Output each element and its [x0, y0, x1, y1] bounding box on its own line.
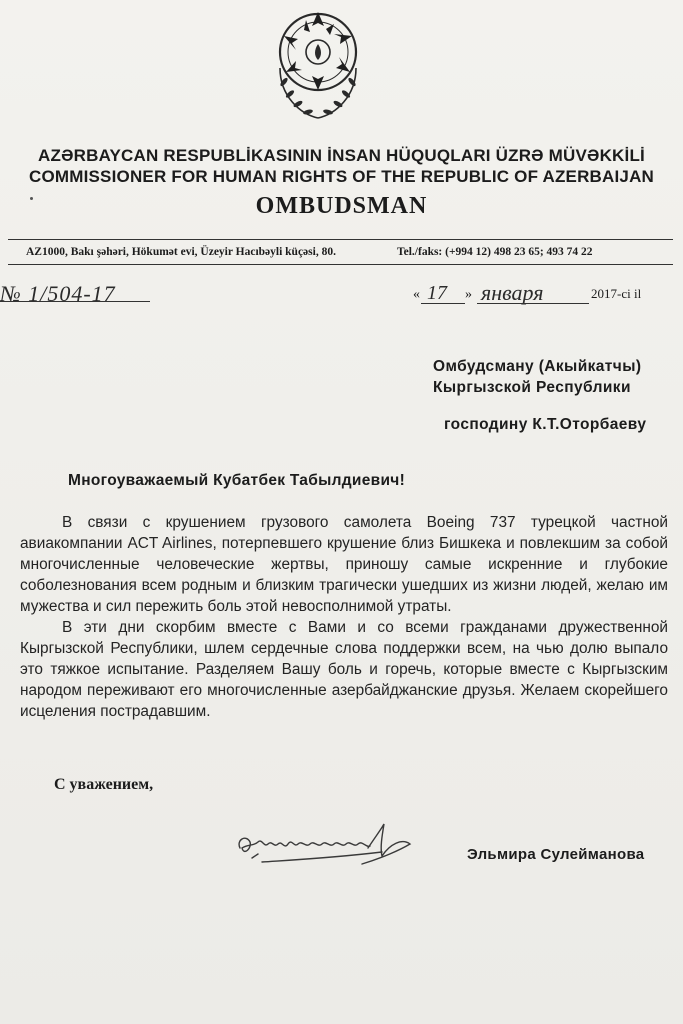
org-title: OMBUDSMAN — [255, 193, 428, 219]
handwritten-signature — [232, 818, 422, 888]
date-close-quote: » — [465, 287, 472, 302]
signer-name: Эльмира Сулейманова — [467, 846, 645, 863]
addressee-block — [433, 356, 641, 398]
date-day: 17 — [427, 282, 447, 304]
header-rule-bottom — [8, 264, 673, 265]
date-day-underline — [421, 303, 465, 304]
reference-underline — [0, 301, 150, 302]
date-year: 2017-ci il — [591, 286, 642, 301]
office-address: AZ1000, Bakı şəhəri, Hökumət evi, Üzeyir Hacıbəyli küçəsi, 80. — [26, 246, 336, 258]
body-paragraph-2: В эти дни скорбим вместе с Вами и со всеми гражданами дружественной Кыргызской Республики, шлем сердечные слова поддержки всем, на чью долю выпало это тяжкое испытание. Разделяем Вашу боль и горечь, которые вместе с Кыргызским народом переживают его многочисленные азербайджанские друзья. Желаем скорейшего исцеления пострадавшим. — [20, 619, 668, 720]
addressee-line-2: Кыргызской Республики — [433, 379, 631, 396]
reference-number: № 1/504-17 — [0, 281, 116, 306]
closing-phrase: С уважением, — [54, 776, 154, 793]
org-name-english: COMMISSIONER FOR HUMAN RIGHTS OF THE REPUBLIC OF AZERBAIJAN — [28, 167, 655, 186]
state-emblem-icon — [266, 6, 370, 126]
body-paragraph-1: В связи с крушением грузового самолета Boeing 737 турецкой частной авиакомпании ACT Airlines, потерпевшего крушение близ Бишкека и повлекшим за собой многочисленные человеческие жертвы, приношу самые искренние и глубокие соболезнования всем родным и близким трагически ушедших из жизни людей, желаю им мужества и сил пережить боль этой невосполнимой утраты. — [20, 514, 668, 615]
office-phone: Tel./faks: (+994 12) 498 23 65; 493 74 22 — [397, 246, 593, 258]
date-month-underline — [477, 303, 589, 304]
org-name-azerbaijani: AZƏRBAYCAN RESPUBLİKASININ İNSAN HÜQUQLARI ÜZRƏ MÜVƏKKİLİ — [38, 146, 645, 165]
date-month: января — [481, 280, 544, 305]
paper-speck — [30, 197, 33, 200]
letter-body — [20, 512, 668, 722]
date-open-quote: « — [413, 287, 420, 302]
addressee-name: господину К.Т.Оторбаеву — [444, 416, 647, 433]
header-rule-top — [8, 239, 673, 240]
salutation: Многоуважаемый Кубатбек Табылдиевич! — [68, 472, 406, 489]
addressee-line-1: Омбудсману (Акыйкатчы) — [433, 358, 642, 375]
